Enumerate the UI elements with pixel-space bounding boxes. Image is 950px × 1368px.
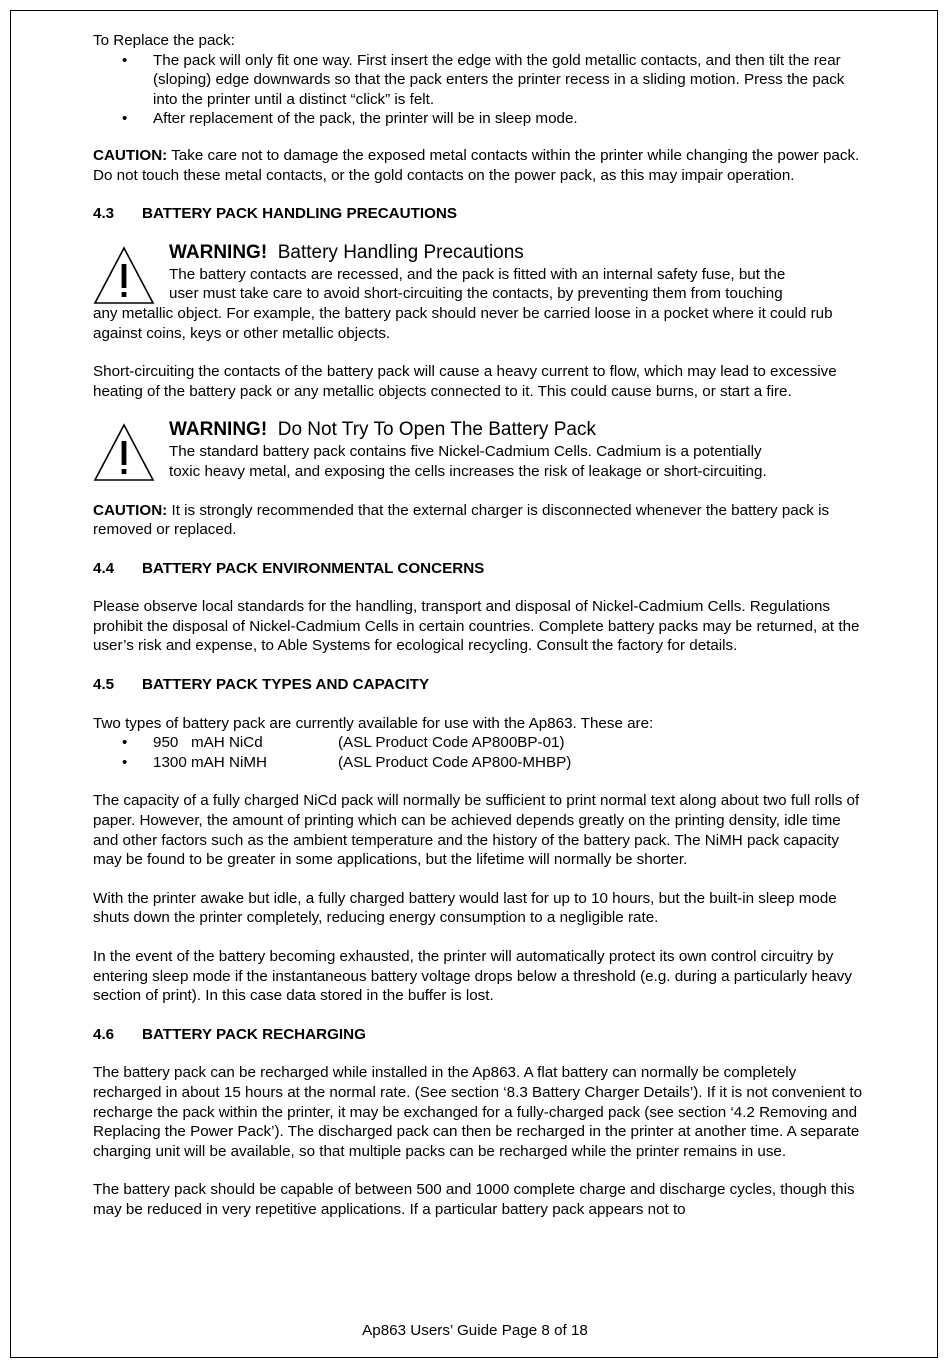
document-page	[10, 10, 938, 1358]
warning-triangle-icon	[93, 422, 155, 484]
list-item-text: After replacement of the pack, the printer will be in sleep mode.	[153, 110, 578, 128]
section-title: BATTERY PACK ENVIRONMENTAL CONCERNS	[142, 559, 485, 577]
section-heading-4-6	[93, 1025, 865, 1045]
product-name: 950 mAH NiCd	[153, 734, 263, 752]
caution-text: Take care not to damage the exposed metal contacts within the printer while changing the power pack. Do not touch these metal contacts, or the gold contacts on the power pack, as this may impair operation.	[93, 146, 860, 184]
warning-line: toxic heavy metal, and exposing the cells increases the risk of leakage or short-circuiting.	[169, 462, 767, 480]
section-heading-4-3	[93, 204, 865, 224]
caution-label: CAUTION:	[93, 146, 168, 164]
types-intro: Two types of battery pack are currently available for use with the Ap863. These are:	[93, 714, 654, 732]
warning-line: user must take care to avoid short-circuiting the contacts, by preventing them from touching	[169, 285, 783, 303]
exhausted-paragraph: In the event of the battery becoming exhausted, the printer will automatically protect its own control circuitry by entering sleep mode if the instantaneous battery voltage drops below a threshold (e.g. during a particularly heavy section of print). In this case data stored in the buffer is lost.	[93, 948, 852, 1005]
capacity-paragraph: The capacity of a fully charged NiCd pack will normally be sufficient to print normal text along about two full rolls of paper. However, the amount of printing which can be achieved depends greatly on the printing density, idle time and other factors such as the ambient temperature and the history of the battery pack. The NiMH pack capacity may be found to be greater in some applications, but the lifetime will normally be shorter.	[93, 792, 860, 869]
section-number: 4.4	[93, 559, 115, 577]
list-item	[93, 733, 865, 753]
warning-title	[93, 241, 865, 265]
recharging-paragraph: The battery pack can be recharged while installed in the Ap863. A flat battery can normally be completely recharged in about 15 hours at the normal rate. (See section ‘8.3 Battery Charger Details’). If it is not convenient to recharge the pack within the printer, it may be exchanged for a fully-charged pack (see section ‘4.2 Removing and Replacing the Power Pack’). The discharged pack can then be recharged in the printer at another time. A separate charging unit will be available, so that multiple packs can be recharged while the printer remains in use.	[93, 1064, 863, 1160]
section-number: 4.6	[93, 1025, 115, 1043]
bullet-icon: •	[122, 51, 128, 69]
product-name: 1300 mAH NiMH	[153, 753, 267, 771]
warning-line: The standard battery pack contains five Nickel-Cadmium Cells. Cadmium is a potentially	[169, 443, 762, 461]
warning-triangle-icon	[93, 245, 155, 307]
list-item	[93, 51, 865, 110]
section-number: 4.3	[93, 205, 115, 223]
bullet-icon: •	[122, 110, 128, 128]
section-heading-4-5	[93, 675, 865, 695]
list-item-text: The pack will only fit one way. First insert the edge with the gold metallic contacts, and then tilt the rear (sloping) edge downwards so that the pack enters the printer recess in a sliding motion. Press the pack into the printer until a distinct “click” is felt.	[153, 51, 845, 108]
list-item	[93, 109, 865, 129]
section-number: 4.5	[93, 676, 115, 694]
replace-bullet-list	[93, 51, 865, 129]
list-item	[93, 753, 865, 773]
warning-heading: Battery Handling Precautions	[277, 241, 524, 263]
caution-paragraph	[93, 501, 865, 540]
section-title: BATTERY PACK TYPES AND CAPACITY	[142, 676, 430, 694]
cycles-paragraph: The battery pack should be capable of between 500 and 1000 complete charge and discharge cycles, though this may be reduced in very repetitive applications. If a particular battery pack appears not to	[93, 1181, 855, 1218]
warning-line: The battery contacts are recessed, and the pack is fitted with an internal safety fuse, but the	[169, 265, 786, 283]
caution-paragraph	[93, 146, 865, 185]
environment-paragraph: Please observe local standards for the handling, transport and disposal of Nickel-Cadmium Cells. Regulations prohibit the disposal of Nickel-Cadmium Cells in certain countries. Complete battery packs may be returned, at the user’s risk and expense, to Able Systems for ecological recycling. Consult the factory for details.	[93, 598, 860, 655]
section-title: BATTERY PACK RECHARGING	[142, 1025, 366, 1043]
warning-block-handling	[93, 241, 865, 343]
idle-paragraph: With the printer awake but idle, a fully charged battery would last for up to 10 hours, but the built-in sleep mode shuts down the printer completely, reducing energy consumption to a negligible rate.	[93, 889, 837, 927]
bullet-icon: •	[122, 753, 128, 771]
warning-block-open-pack	[93, 418, 865, 481]
page-content	[93, 31, 865, 1220]
warning-label: WARNING!	[169, 419, 268, 441]
product-code: (ASL Product Code AP800BP-01)	[338, 734, 565, 752]
section-heading-4-4	[93, 559, 865, 579]
short-circuit-paragraph: Short-circuiting the contacts of the battery pack will cause a heavy current to flow, which may lead to excessive heating of the battery pack or any metallic objects connected to it. This could cause burns, or start a fire.	[93, 363, 837, 400]
replace-intro: To Replace the pack:	[93, 32, 235, 49]
warning-body: any metallic object. For example, the battery pack should never be carried loose in a pocket where it could rub against coins, keys or other metallic objects.	[93, 304, 833, 342]
bullet-icon: •	[122, 734, 128, 752]
product-code: (ASL Product Code AP800-MHBP)	[338, 753, 572, 771]
caution-label: CAUTION:	[93, 501, 168, 519]
section-title: BATTERY PACK HANDLING PRECAUTIONS	[142, 205, 458, 223]
warning-label: WARNING!	[169, 241, 268, 263]
warning-heading: Do Not Try To Open The Battery Pack	[277, 419, 596, 441]
caution-text: It is strongly recommended that the external charger is disconnected whenever the battery pack is removed or replaced.	[93, 501, 830, 539]
warning-title	[93, 418, 865, 442]
page-footer: Ap863 Users’ Guide Page 8 of 18	[362, 1322, 588, 1339]
